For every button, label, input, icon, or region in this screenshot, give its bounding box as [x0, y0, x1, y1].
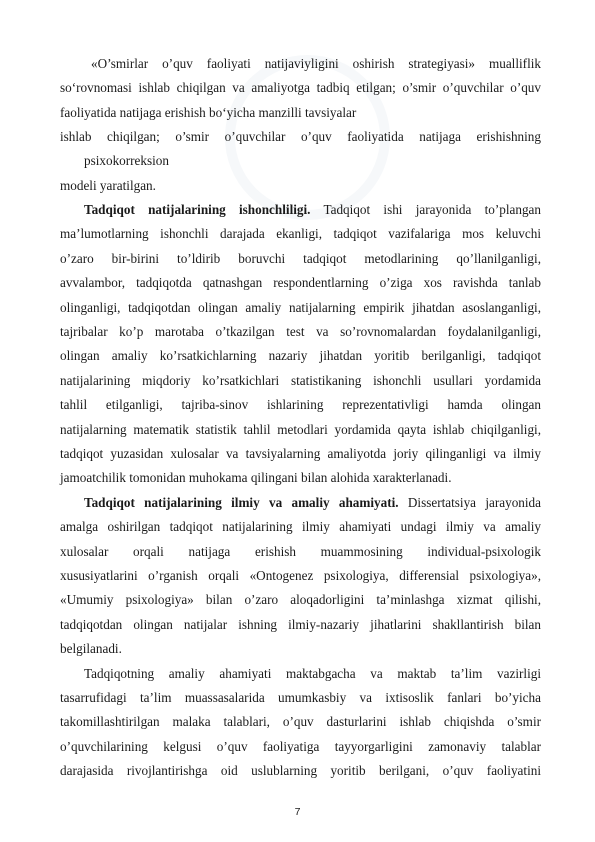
text-line: xususiyatlarini o’rganish orqali «Ontogenez psixologiya, differensial psixologiya», — [60, 567, 541, 583]
paragraph-practical — [60, 662, 541, 784]
text-line: «Umumiy psixologiya» bilan o’zaro aloqadorligini ta’minlashga xizmat qilishi, — [60, 592, 541, 608]
text-line: natijalarning matematik statistik tahlil metodlari yordamida qayta ishlab chiqilganligi, — [60, 421, 541, 437]
paragraph-intro — [60, 52, 541, 125]
text-line: natijalarining miqdoriy ko’rsatkichlari statistikaning ishonchli usullari yordamida — [60, 372, 541, 388]
page-number: 7 — [294, 806, 301, 818]
text-line: belgilanadi. — [60, 641, 122, 657]
text-span: Dissertatsiya jarayonida — [407, 494, 541, 510]
text-line: o’quvchilarining kelgusi o’quv faoliyatiga tayyorgarligini zamonaviy talablar — [60, 738, 541, 754]
text-line: so‘rovnomasi ishlab chiqilgan va amaliyotga tadbiq etilgan; o’smir o’quvchilar o’quv — [60, 80, 541, 96]
text-line: ishlab chiqilgan; o’smir o’quvchilar o’quv faoliyatida natijaga erishishning — [60, 129, 541, 144]
text-line: o’zaro bir-birini to’ldirib boruvchi tadqiqot metodlarining qo’llanilganligi, — [60, 250, 541, 266]
text-line: tajribalar ko’p marotaba o’tkazilgan test va so’rovnomalardan foydalanilganligi, — [60, 323, 541, 339]
text-line: takomillashtirilgan malaka talablari, o’quv dasturlarini ishlab chiqishda o’smir — [60, 714, 541, 730]
text-line: ma’lumotlarning ishonchli darajada ekanligi, tadqiqot vazifalariga mos keluvchi — [60, 226, 541, 242]
text-line: tadqiqot yuzasidan xulosalar va tavsiyalarning amaliyotda joriy qilinganligi va ilmiy — [60, 445, 541, 461]
text-line: darajasida rivojlantirishga oid uslublarning yoritib berilgani, o’quv faoliyatini — [60, 763, 541, 779]
text-line: olingan amaliy ko’rsatkichlarning nazariy jihatdan yoritib berilganligi, tadqiqot — [60, 348, 541, 364]
text-line: xulosalar orqali natijaga erishish muammosining individual-psixologik — [60, 543, 541, 559]
text-line: tahlil etilganligi, tajriba-sinov ishlarining reprezentativligi hamda olingan — [60, 397, 541, 413]
text-line: amalga oshirilgan tadqiqot natijalarining ilmiy ahamiyati undagi ilmiy va amaliy — [60, 519, 541, 535]
section-heading: Tadqiqot natijalarining ilmiy va amaliy ahamiyati. — [84, 494, 399, 510]
paragraph-reliability — [60, 198, 541, 491]
text-line: olinganligi, tadqiqotdan olingan amaliy natijalarning empirik jihatdan asoslanganligi, — [60, 299, 541, 315]
section-heading: Tadqiqot natijalarining ishonchliligi. — [84, 202, 311, 217]
paragraph-continuation — [60, 125, 541, 198]
text-line: tadqiqotdan olingan natijalar ishning ilmiy-nazariy jihatlarini shakllantirish bilan — [60, 616, 541, 632]
text-line: faoliyatida natijaga erishish bo‘yicha manzilli tavsiyalar — [60, 104, 357, 120]
text-line: modeli yaratilgan. — [60, 177, 156, 193]
text-line: tasarrufidagi ta’lim muassasalarida umumkasbiy va ixtisoslik fanlari bo’yicha — [60, 689, 541, 705]
text-span: Tadqiqot ishi jarayonida to’plangan — [323, 202, 541, 217]
text-line — [60, 198, 541, 222]
text-line: «O’smirlar o’quv faoliyati natijaviyligini oshirish strategiyasi» mualliflik — [91, 56, 541, 71]
text-line: psixokorreksion — [84, 153, 169, 169]
text-line: Tadqiqotning amaliy ahamiyati maktabgacha va maktab ta’lim vazirligi — [84, 665, 541, 681]
text-line: jamoatchilik tomonidan muhokama qilingani bilan alohida xarakterlanadi. — [60, 470, 452, 486]
text-line: avvalambor, tadqiqotda qatnashgan respondentlarning o’ziga xos ravishda tanlab — [60, 275, 541, 291]
text-line — [60, 491, 541, 515]
paragraph-significance — [60, 491, 541, 662]
